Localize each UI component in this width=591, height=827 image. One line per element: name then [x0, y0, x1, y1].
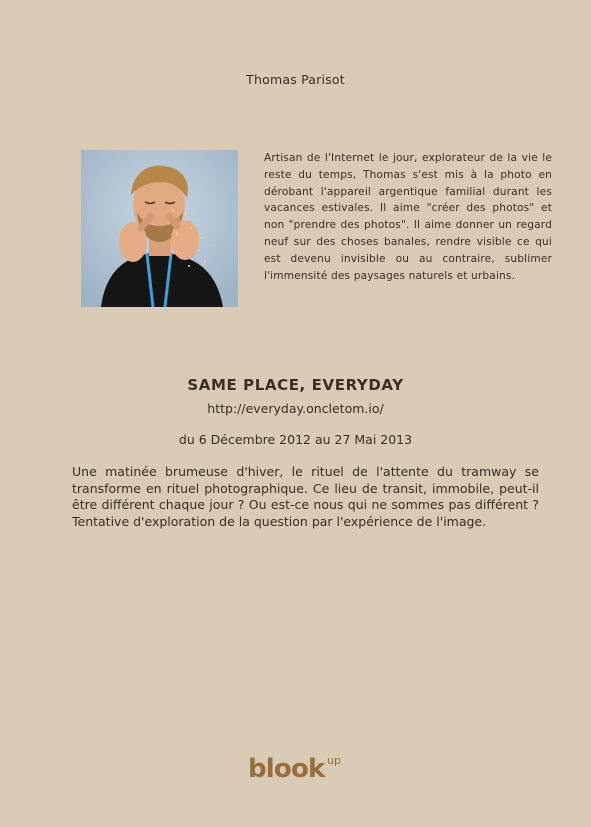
project-url[interactable]: http://everyday.oncletom.io/ [207, 401, 384, 416]
logo-text: blook [248, 754, 325, 784]
logo-superscript: up [327, 754, 341, 767]
project-title: SAME PLACE, EVERYDAY [187, 376, 404, 394]
project-description: Une matinée brumeuse d'hiver, le rituel de l'attente du tramway se transforme en rituel photographique. Ce lieu de transit, immobile, peut-il être différent chaque jour ? Ou est-ce nous qui ne sommes pas différent ? Tentative d'exploration de la question par l'expérience de l'image. [72, 464, 539, 529]
project-dates: du 6 Décembre 2012 au 27 Mai 2013 [178, 432, 413, 447]
author-name: Thomas Parisot [246, 72, 345, 87]
blookup-logo [248, 748, 348, 788]
author-portrait-image [81, 150, 238, 307]
author-photo [81, 150, 238, 307]
author-bio: Artisan de l'Internet le jour, explorateur de la vie le reste du temps, Thomas s'est mis à la photo en dérobant l'appareil argentique familial durant les vacances estivales. Il aime "créer des photos" et non "prendre des photos". Il aime donner un regard neuf sur des choses banales, rendre visible ce qui est devenu invisible ou au contraire, sublimer l'immensité des paysages naturels et urbains. [264, 152, 552, 282]
